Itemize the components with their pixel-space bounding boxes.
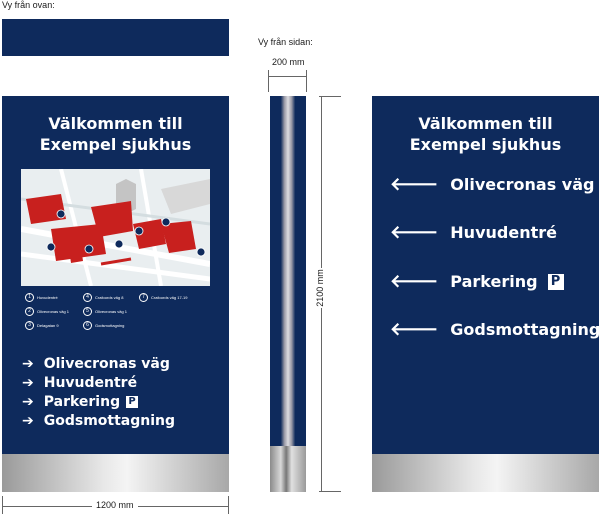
legend-item: 2 Olivecronas väg 1 bbox=[25, 307, 69, 316]
side-width-line bbox=[268, 76, 307, 77]
side-view-base bbox=[270, 446, 306, 492]
parking-badge: P bbox=[126, 396, 138, 408]
arrow-left-icon: 🡐 bbox=[390, 271, 439, 292]
front-sign-title-line1: Välkommen till bbox=[48, 114, 183, 133]
side-width-tick-right bbox=[306, 70, 307, 92]
front-direction-row: ➔ Parkering P bbox=[22, 394, 138, 410]
side-height-label: 2100 mm bbox=[315, 269, 325, 307]
front-width-tick-right bbox=[228, 496, 229, 514]
back-sign-title-line1: Välkommen till bbox=[418, 114, 553, 133]
legend-item: 1 Huvudentré bbox=[25, 293, 58, 302]
side-height-tick-bottom bbox=[319, 491, 341, 492]
side-view-label: Vy från sidan: bbox=[258, 37, 313, 47]
front-direction-row: ➔ Godsmottagning bbox=[22, 413, 176, 429]
arrow-left-icon: 🡐 bbox=[390, 174, 439, 195]
arrow-right-icon: ➔ bbox=[22, 356, 34, 372]
side-width-label: 200 mm bbox=[272, 57, 305, 67]
arrow-right-icon: ➔ bbox=[22, 413, 34, 429]
back-direction-row: 🡐 Olivecronas väg bbox=[390, 174, 595, 195]
back-sign-panel bbox=[372, 96, 599, 454]
front-width-label: 1200 mm bbox=[92, 500, 138, 510]
arrow-right-icon: ➔ bbox=[22, 394, 34, 410]
back-direction-row: 🡐 Godsmottagning bbox=[390, 319, 601, 340]
front-width-tick-left bbox=[2, 496, 3, 514]
legend-item: 3 Delagatan 9 bbox=[25, 321, 59, 330]
legend-item: 7 Crafoords väg 17-19 bbox=[139, 293, 187, 302]
legend-item: 6 Godsmottagning bbox=[83, 321, 124, 330]
front-sign-base bbox=[2, 454, 229, 492]
side-height-tick-top bbox=[319, 96, 341, 97]
arrow-left-icon: 🡐 bbox=[390, 222, 439, 243]
front-direction-row: ➔ Huvudentré bbox=[22, 375, 138, 391]
arrow-left-icon: 🡐 bbox=[390, 319, 439, 340]
side-view-post bbox=[270, 96, 306, 492]
top-view-label: Vy från ovan: bbox=[2, 0, 55, 10]
back-sign-base bbox=[372, 454, 599, 492]
side-width-tick-left bbox=[268, 70, 269, 92]
site-map-drawing bbox=[21, 169, 210, 286]
back-direction-row: 🡐 Parkering P bbox=[390, 271, 564, 292]
map-legend bbox=[21, 288, 210, 336]
legend-item: 5 Olivecronas väg 1 bbox=[83, 307, 127, 316]
back-sign-title-line2: Exempel sjukhus bbox=[409, 135, 562, 154]
legend-item: 4 Crafoords väg 8 bbox=[83, 293, 123, 302]
front-direction-row: ➔ Olivecronas väg bbox=[22, 356, 170, 372]
front-sign-panel bbox=[2, 96, 229, 454]
back-direction-row: 🡐 Huvudentré bbox=[390, 222, 557, 243]
front-sign-title-line2: Exempel sjukhus bbox=[39, 135, 192, 154]
arrow-right-icon: ➔ bbox=[22, 375, 34, 391]
top-view-panel bbox=[2, 19, 229, 56]
site-map bbox=[21, 169, 210, 286]
parking-badge: P bbox=[548, 274, 564, 290]
